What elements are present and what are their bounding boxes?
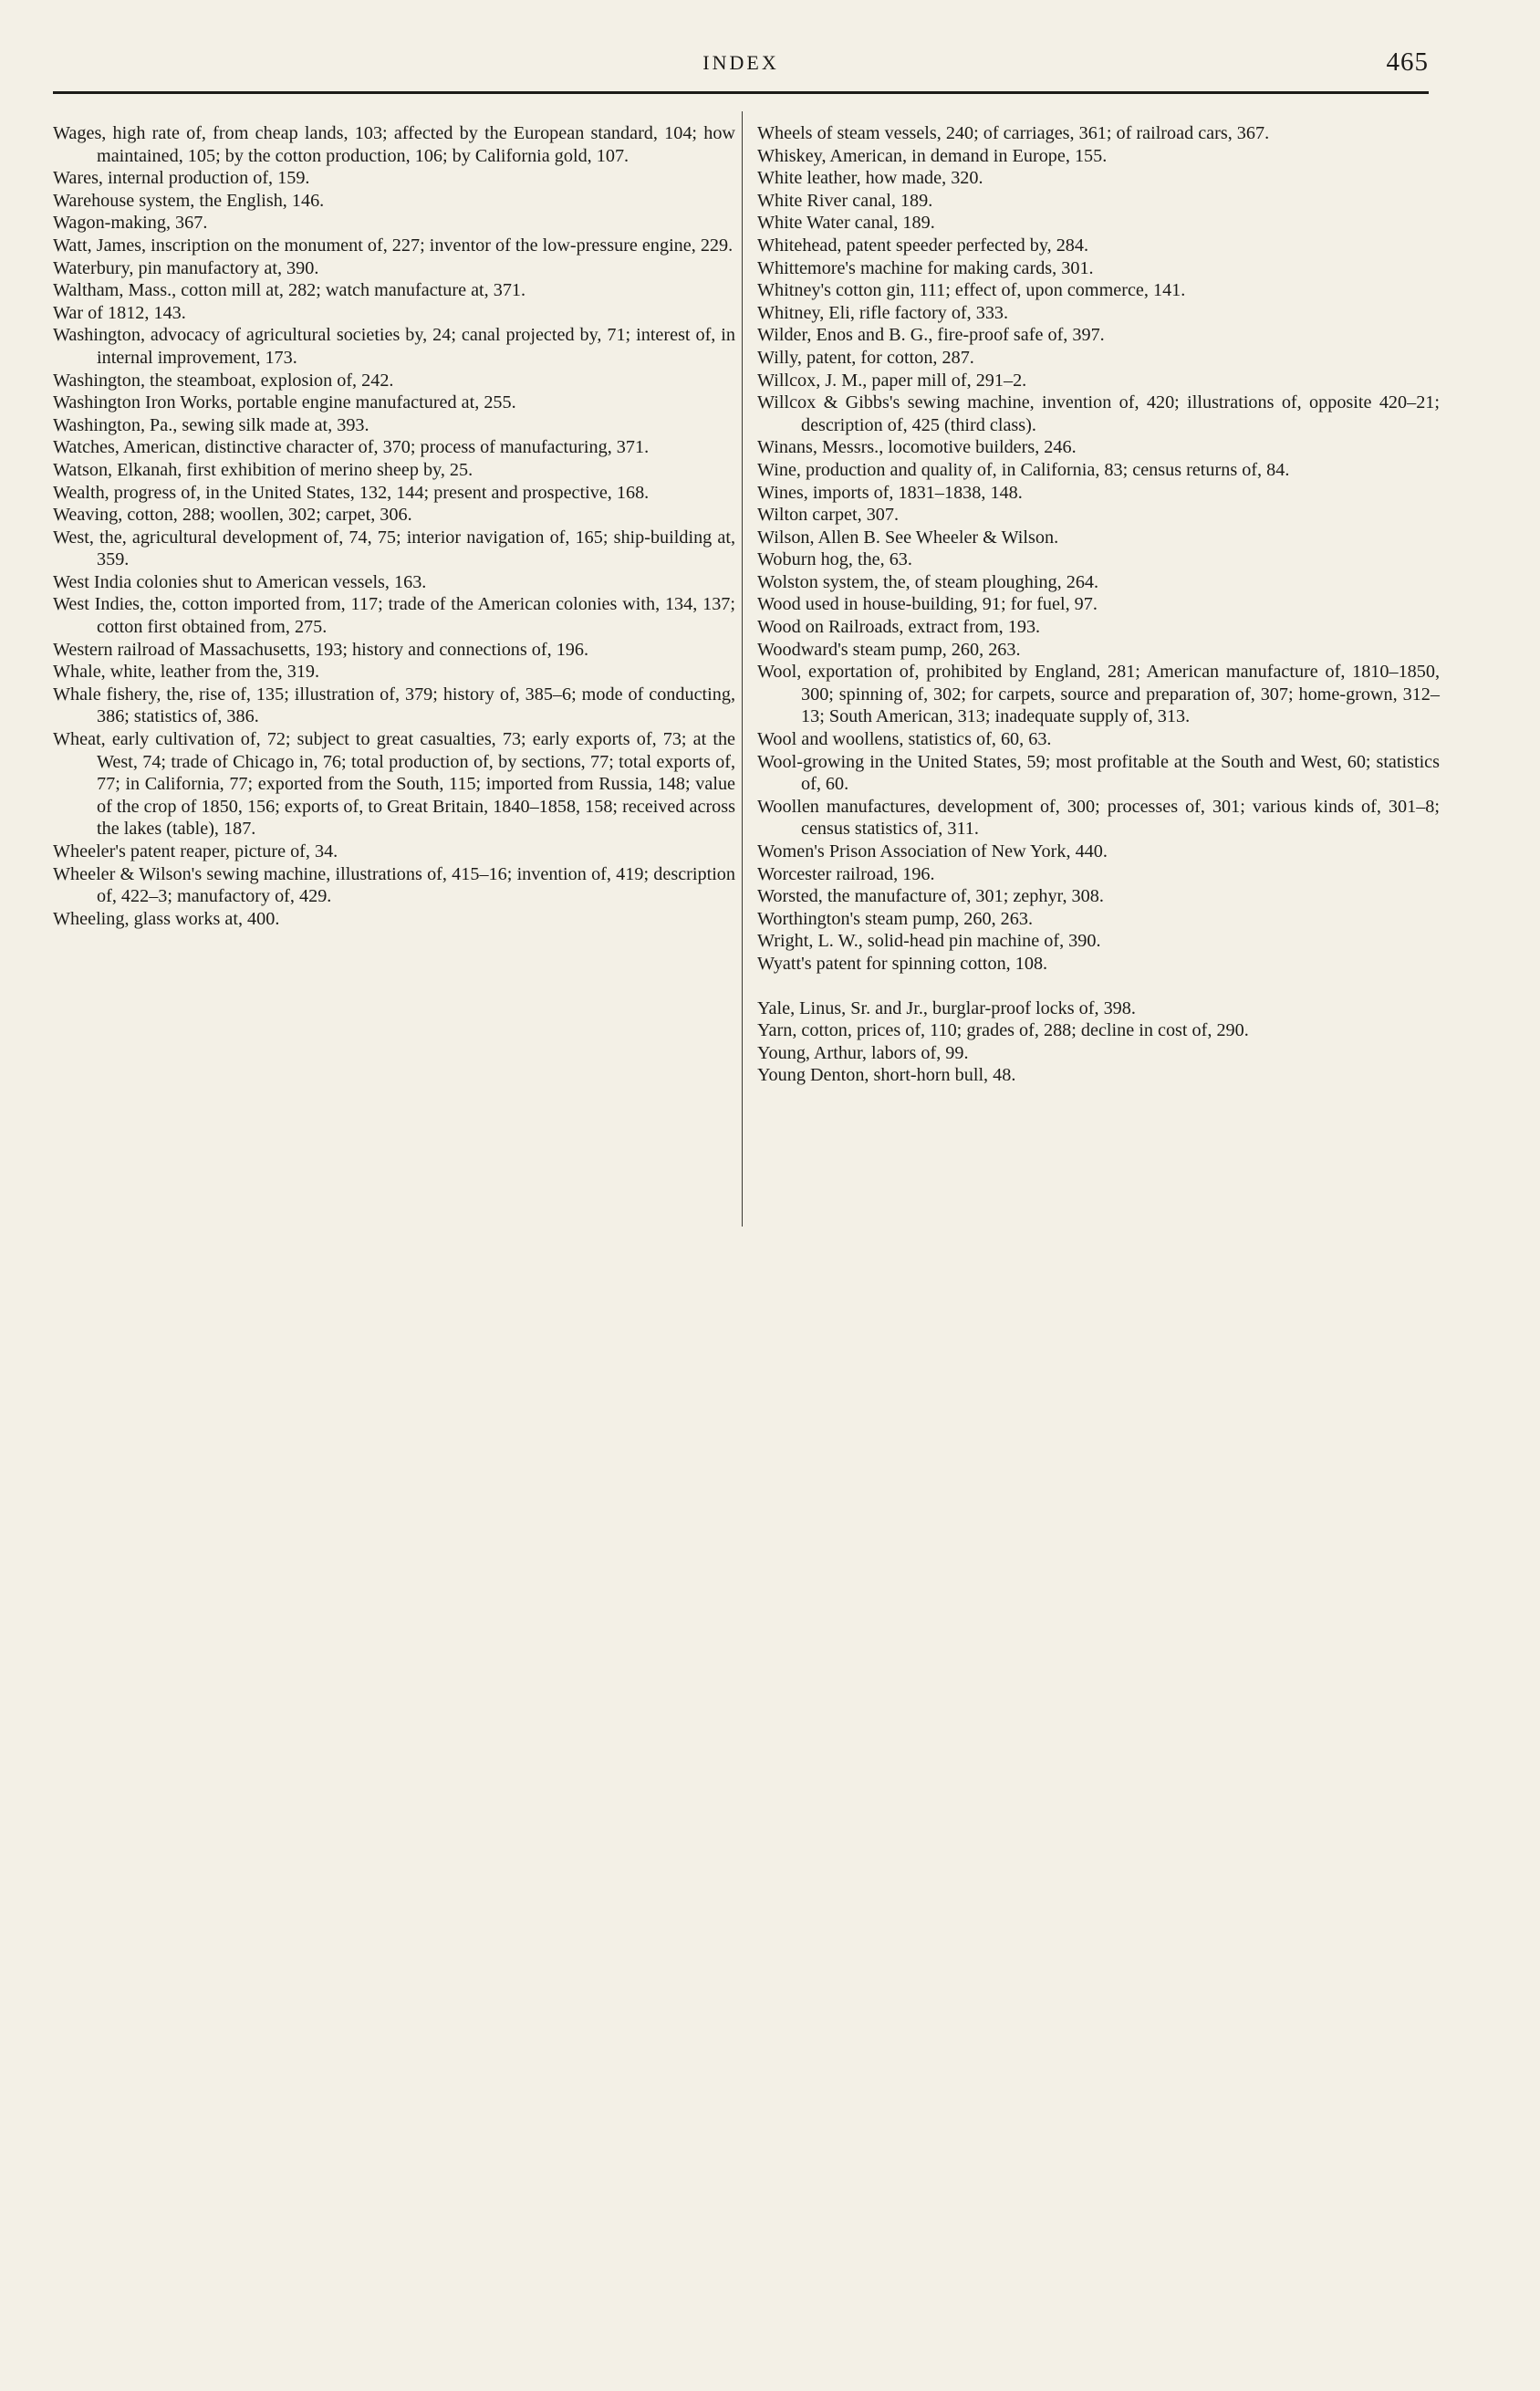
index-entry: Woollen manufactures, development of, 300; processes of, 301; various kinds of, 301–8; census statistics of, 311.: [757, 796, 1440, 840]
index-entry: Willcox, J. M., paper mill of, 291–2.: [757, 370, 1027, 391]
index-entry: Wyatt's patent for spinning cotton, 108.: [757, 953, 1048, 974]
index-entry: White Water canal, 189.: [757, 213, 935, 234]
index-entry: Washington, the steamboat, explosion of, 242.: [53, 370, 394, 391]
index-entry: Washington Iron Works, portable engine manufactured at, 255.: [53, 392, 516, 413]
index-entry: Western railroad of Massachusetts, 193; history and connections of, 196.: [53, 639, 589, 660]
index-entry: Women's Prison Association of New York, 440.: [757, 841, 1108, 861]
index-entry: Willcox & Gibbs's sewing machine, invention of, 420; illustrations of, opposite 420–21; description of, 425 (third class).: [757, 392, 1440, 435]
index-entry: Wine, production and quality of, in California, 83; census returns of, 84.: [757, 459, 1290, 480]
index-entry: Wilder, Enos and B. G., fire-proof safe of, 397.: [757, 325, 1105, 346]
index-entry: Wheat, early cultivation of, 72; subject to great casualties, 73; early exports of, 73; at the West, 74; trade of Chicago in, 76; total production of, by sections, 77; total exports of, 77; in California, 77; exported from the South, 115; imported from Russia, 148; value of the crop of 1850, 156; exports of, to Great Britain, 1840–1858, 158; received across the lakes (table), 187.: [53, 729, 735, 840]
index-entry: Yarn, cotton, prices of, 110; grades of, 288; decline in cost of, 290.: [757, 1020, 1249, 1041]
index-entry: Winans, Messrs., locomotive builders, 246.: [757, 437, 1077, 458]
index-entry: Wagon-making, 367.: [53, 213, 208, 234]
index-entry: Whale, white, leather from the, 319.: [53, 662, 320, 683]
index-entry: Whitney's cotton gin, 111; effect of, upon commerce, 141.: [757, 280, 1186, 301]
index-entry: Whittemore's machine for making cards, 301.: [757, 257, 1094, 278]
index-entry: Wheeling, glass works at, 400.: [53, 908, 280, 929]
index-entry: Worcester railroad, 196.: [757, 863, 935, 884]
header-rule: [53, 91, 1429, 94]
index-entry: Willy, patent, for cotton, 287.: [757, 347, 974, 368]
index-entry: Wright, L. W., solid-head pin machine of, 390.: [757, 931, 1101, 952]
index-entry: Waterbury, pin manufactory at, 390.: [53, 257, 319, 278]
page-header: [53, 46, 1429, 82]
index-entry: Wealth, progress of, in the United States, 132, 144; present and prospective, 168.: [53, 482, 650, 503]
index-entry: Wool and woollens, statistics of, 60, 63.: [757, 729, 1052, 750]
index-entry: Wood on Railroads, extract from, 193.: [757, 617, 1041, 638]
index-entry: Whitney, Eli, rifle factory of, 333.: [757, 302, 1009, 323]
index-entry: Wheeler's patent reaper, picture of, 34.: [53, 841, 338, 861]
index-entry: White River canal, 189.: [757, 190, 933, 211]
index-entry: Watches, American, distinctive character of, 370; process of manufacturing, 371.: [53, 437, 650, 458]
index-entry: Whiskey, American, in demand in Europe, 155.: [757, 145, 1108, 166]
index-entry: Waltham, Mass., cotton mill at, 282; watch manufacture at, 371.: [53, 280, 526, 301]
index-entry: West India colonies shut to American vessels, 163.: [53, 571, 427, 592]
index-entry: Watt, James, inscription on the monument of, 227; inventor of the low-pressure engine, 229.: [53, 235, 734, 256]
index-entry: Wares, internal production of, 159.: [53, 168, 310, 189]
index-entry: Wolston system, the, of steam ploughing, 264.: [757, 571, 1099, 592]
index-entry: Woodward's steam pump, 260, 263.: [757, 639, 1021, 660]
index-entry: West Indies, the, cotton imported from, 117; trade of the American colonies with, 134, 137; cotton first obtained from, 275.: [53, 594, 735, 638]
index-entry: Weaving, cotton, 288; woollen, 302; carpet, 306.: [53, 505, 412, 526]
index-entry: Wheels of steam vessels, 240; of carriages, 361; of railroad cars, 367.: [757, 123, 1270, 143]
index-entry: White leather, how made, 320.: [757, 168, 983, 189]
index-entry: Wines, imports of, 1831–1838, 148.: [757, 482, 1023, 503]
index-entry: Washington, advocacy of agricultural societies by, 24; canal projected by, 71; interest of, in internal improvement, 173.: [53, 325, 735, 368]
index-entry: War of 1812, 143.: [53, 302, 186, 323]
index-entry: Warehouse system, the English, 146.: [53, 190, 325, 211]
index-entry: Worthington's steam pump, 260, 263.: [757, 908, 1034, 929]
index-entry: Wages, high rate of, from cheap lands, 103; affected by the European standard, 104; how maintained, 105; by the cotton production, 106; by California gold, 107.: [53, 123, 735, 166]
index-entry: Washington, Pa., sewing silk made at, 393.: [53, 414, 369, 435]
index-entry: Worsted, the manufacture of, 301; zephyr, 308.: [757, 886, 1104, 907]
letter-section-gap: [757, 976, 1440, 997]
column-divider: [742, 111, 743, 1227]
index-entry: Whale fishery, the, rise of, 135; illustration of, 379; history of, 385–6; mode of conducting, 386; statistics of, 386.: [53, 684, 735, 727]
index-entry: Yale, Linus, Sr. and Jr., burglar-proof locks of, 398.: [757, 997, 1136, 1018]
index-entry: Whitehead, patent speeder perfected by, 284.: [757, 235, 1089, 256]
index-entry: Wilson, Allen B. See Wheeler & Wilson.: [757, 527, 1059, 548]
index-entry: Wool, exportation of, prohibited by England, 281; American manufacture of, 1810–1850, 300; spinning of, 302; for carpets, source and preparation of, 307; home-grown, 312–13; South American, 313; inadequate supply of, 313.: [757, 662, 1440, 727]
running-title: INDEX: [702, 51, 779, 74]
index-entry: Wood used in house-building, 91; for fuel, 97.: [757, 594, 1098, 615]
index-entry: Wilton carpet, 307.: [757, 505, 900, 526]
index-entry: West, the, agricultural development of, 74, 75; interior navigation of, 165; ship-building at, 359.: [53, 527, 735, 570]
index-column-right: [757, 122, 1440, 1087]
index-entry: Wheeler & Wilson's sewing machine, illustrations of, 415–16; invention of, 419; description of, 422–3; manufactory of, 429.: [53, 863, 735, 907]
index-entry: Watson, Elkanah, first exhibition of merino sheep by, 25.: [53, 459, 473, 480]
page-number: 465: [1386, 47, 1429, 77]
index-entry: Woburn hog, the, 63.: [757, 549, 912, 570]
index-entry: Young, Arthur, labors of, 99.: [757, 1042, 969, 1063]
index-column-left: [53, 122, 735, 930]
index-entry: Young Denton, short-horn bull, 48.: [757, 1065, 1016, 1086]
index-entry: Wool-growing in the United States, 59; most profitable at the South and West, 60; statistics of, 60.: [757, 751, 1440, 795]
